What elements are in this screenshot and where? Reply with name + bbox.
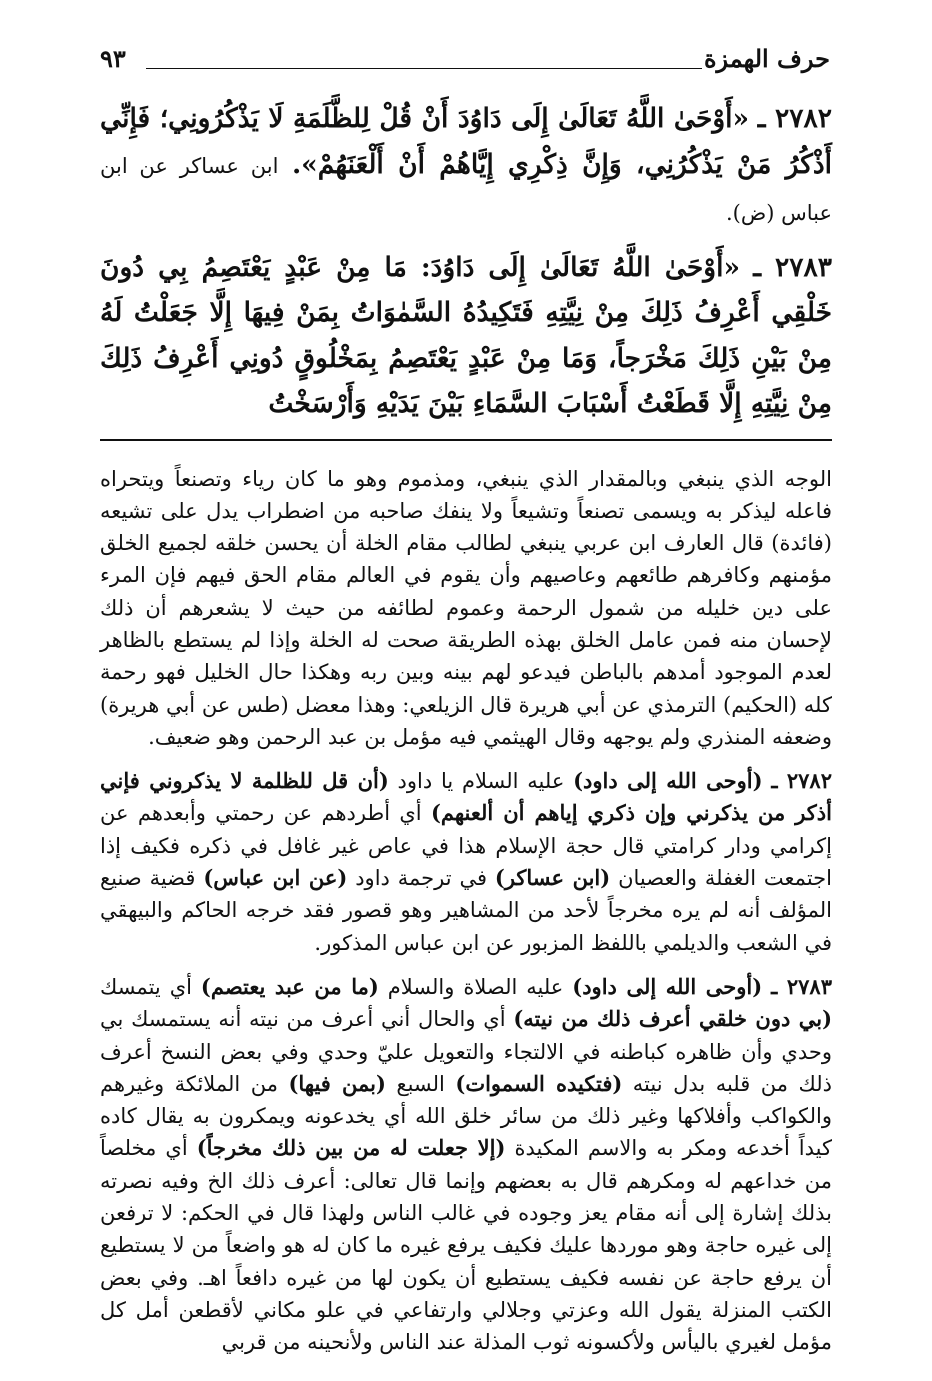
commentary-text: أي والحال أني أعرف من نيته أنه يستمسك بي وحدي وأن ظاهره كباطنه في الالتجاء والتعويل عليّ وحدي وفي بعض النسخ أعرف ذلك من قلبه بدل نيته [100,1007,832,1096]
header-rule [146,68,702,69]
commentary-2782 [100,765,832,959]
commentary-2783 [100,971,832,1359]
hadith-number: ٢٧٨٢ ـ [757,103,832,134]
quoted-text: (إلا جعلت له من بين ذلك مخرجاً) [196,1135,506,1161]
hadith-2782 [100,96,832,237]
hadith-source: ابن عساكر عن ابن عباس (ض). [100,153,832,225]
commentary-text: أي مخلصاً من خداعهم له ومكرهم قال به بعضهم وإنما قال تعالى: أعرف ذلك الخ وفيه نصرته بذلك إشارة إلى أنه مقام يعز وجوده في غالب الناس ولهذا قال في الحكم: لا ترفعن إلى غيره حاجة وهو موردها عليك فكيف يرفع غيره ما كان له هو واضعاً من لا يستطيع أن يرفع حاجة عن نفسه فكيف يستطيع أن يكون لها من غيره دافعاً اهـ. وفي بعض الكتب المنزلة يقول الله وعزتي وجلالي وارتفاعي في علو مكاني لأقطعن أمل كل مؤمل لغيري باليأس ولأكسونه ثوب المذلة عند الناس ولأنحينه من قربي [100,1136,832,1355]
commentary-text: عليه الصلاة والسلام [378,974,573,999]
quoted-text: (أوحى الله إلى داود) [572,973,763,999]
chapter-title: حرف الهمزة [703,44,830,73]
commentary-paragraph: الوجه الذي ينبغي وبالمقدار الذي ينبغي، ومذموم وهو ما كان رياء وتصنعاً ويتحراه فاعله ليذكر به ويسمى تصنعاً وتشيعاً ولا ينفك صاحبه من اضطراب يدل على تشيعه (فائدة) قال العارف ابن عربي ينبغي لطالب مقام الخلة أن يحسن خلقه لجميع الخلق مؤمنهم وكافرهم طائعهم وعاصيهم وأن يقوم في العالم مقام الحق فيهم فإن المرء على دين خليله من شمول الرحمة وعموم لطائفه من حيث لا يشعرهم أن ذلك لإحسان منه فمن عامل الخلق بهذه الطريقة صحت له الخلة وإذا لم يستطع بالظاهر لعدم الموجود أمدهم بالباطن فيدعو لهم بينه وبين ربه وهكذا حال الخليل فهو رحمة كله (الحكيم) الترمذي عن أبي هريرة قال الزيلعي: وهذا معضل (طس عن أبي هريرة) وضعفه المنذري ولم يوجهه وقال الهيثمي فيه مؤمل بن عبد الرحمن وهو ضعيف. [100,466,832,749]
quoted-text: (أوحى الله إلى داود) [573,768,763,794]
section-divider [100,439,832,441]
quoted-text: (أن قل للظلمة لا يذكروني فإني أذكر من يذكرني وإن ذكري إياهم أن ألعنهم) [100,768,832,826]
quoted-text: (ابن عساكر) [494,865,611,891]
commentary-text: في ترجمة داود [347,866,495,891]
commentary-text: قضية صنيع المؤلف أنه لم يره مخرجاً لأحد من المشاهير وهو قصور فقد خرجه الحاكم والبيهقي في الشعب والديلمي باللفظ المزبور عن ابن عباس المذكور. [100,866,832,955]
quoted-text: (بمن فيها) [288,1070,386,1096]
commentary-number: ٢٧٨٣ ـ [771,973,832,999]
commentary-text: من الملائكة وغيرهم والكواكب وأفلاكها وغير ذلك من سائر خلق الله أي يخدعونه ويمكرون به يقال كاده كيداً أخدعه ومكر به والاسم المكيدة [100,1071,833,1161]
commentary-text: أي يتمسك [100,974,201,999]
hadith-text-section [100,96,832,427]
commentary-text: أي أطردهم عن رحمتي وأبعدهم عن إكرامي ودار كرامتي قال حجة الإسلام هذا في عاص غير غافل في ذكره فكيف إذا اجتمعت الغفلة والعصيان [100,801,832,891]
quoted-text: (بي دون خلقي أعرف ذلك من نيته) [513,1006,833,1032]
commentary-text: عليه السلام يا داود [388,769,574,794]
hadith-number: ٢٧٨٣ ـ [753,251,832,283]
commentary-text: السبع [385,1071,456,1096]
page-number: ٩٣ [100,44,126,73]
commentary-section [100,463,832,1359]
quoted-text: (عن ابن عباس) [203,865,348,891]
page-header [100,40,832,84]
hadith-body: «أَوْحَىٰ اللَّهُ تَعَالَىٰ إِلَى دَاوُدَ: مَا مِنْ عَبْدٍ يَعْتَصِمُ بِي دُونَ خَلْقِي أَعْرِفُ ذَلِكَ مِنْ نِيَّتِهِ فَتَكِيدُهُ السَّمٰوَاتُ بِمَنْ فِيهَا إِلَّا جَعَلْتُ لَهُ مِنْ بَيْنِ ذَلِكَ مَخْرَجاً، وَمَا مِنْ عَبْدٍ يَعْتَصِمُ بِمَخْلُوقٍ دُونِي أَعْرِفُ ذَلِكَ مِنْ نِيَّتِهِ إِلَّا قَطَعْتُ أَسْبَابَ السَّمَاءِ بَيْنَ يَدَيْهِ وَأَرْسَخْتُ [100,251,832,419]
hadith-2783 [100,245,832,427]
quoted-text: (ما من عبد يعتصم) [200,973,379,999]
quoted-text: (فتكيده السموات) [455,1070,623,1096]
hadith-body: «أَوْحَىٰ اللَّهُ تَعَالَىٰ إِلَى دَاوُدَ أَنْ قُلْ لِلظَّلَمَةِ لَا يَذْكُرُونِي؛ فَإِنِّي أَذْكُرُ مَنْ يَذْكُرُنِي، وَإِنَّ ذِكْرِي إِيَّاهُمْ أَنْ أَلْعَنَهُمْ». [100,103,832,180]
commentary-number: ٢٧٨٢ ـ [771,768,832,794]
